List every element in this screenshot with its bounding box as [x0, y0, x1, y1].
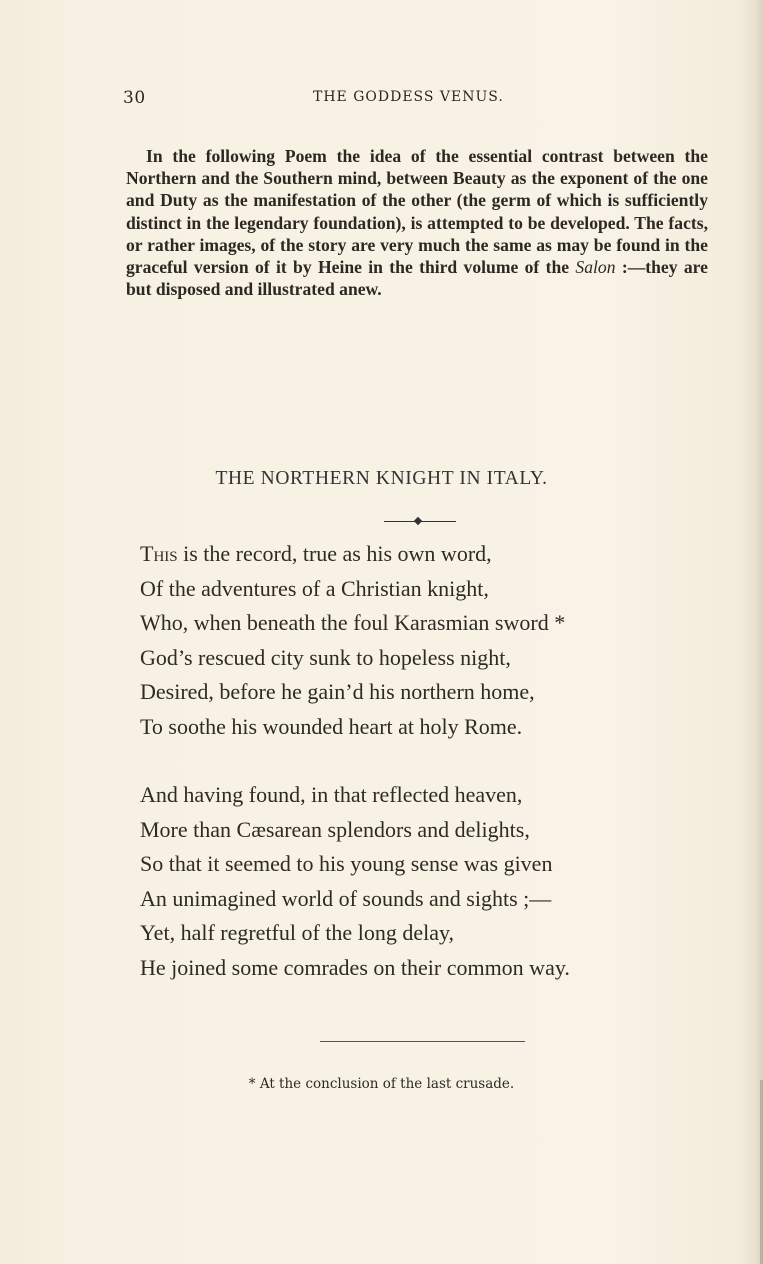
ornament-diamond-icon — [414, 517, 422, 525]
stanza-1 — [140, 537, 680, 745]
poem-line: Of the adventures of a Christian knight, — [140, 575, 489, 601]
poem-line: And having found, in that reflected heaven, — [140, 782, 523, 807]
poem-line: Who, when beneath the foul Karasmian sword * — [140, 610, 566, 636]
intro-text-part-2: :—they are but disposed and illustrated anew. — [126, 257, 708, 300]
poem-line: He joined some comrades on their common way. — [140, 954, 570, 980]
poem-line: To soothe his wounded heart at holy Rome. — [140, 713, 523, 739]
poem-opening-word: This — [140, 541, 178, 566]
poem-line: God’s rescued city sunk to hopeless night, — [140, 644, 511, 670]
poem-line — [140, 537, 680, 572]
footnote: * At the conclusion of the last crusade. — [248, 1076, 515, 1092]
poem-line: Desired, before he gain’d his northern home, — [140, 679, 535, 705]
stanza-2 — [140, 778, 680, 986]
poem-line: More than Cæsarean splendors and delights, — [140, 816, 530, 842]
running-head-title: THE GODDESS VENUS. — [313, 89, 504, 105]
intro-text — [126, 145, 708, 300]
salon-italic: Salon — [575, 257, 616, 278]
running-head — [123, 88, 543, 110]
intro-paragraph — [126, 145, 708, 300]
intro-text-part-1: In the following Poem the idea of the essential contrast between the Northern and the Southern mind, between Beauty as the exponent of the one and Duty as the manifestation of the other (the germ of which is sufficiently distinct in the legendary foundation), is attempted to be developed. The facts, or rather images, of the story are very much the same as may be found in the graceful version of it by Heine in the third volume of the — [126, 146, 708, 278]
poem-line: An unimagined world of sounds and sights ;— — [140, 885, 552, 911]
poem-line-text: is the record, true as his own word, — [177, 541, 492, 566]
poem-title: THE NORTHERN KNIGHT IN ITALY. — [215, 468, 548, 489]
ornament-divider — [384, 519, 456, 525]
poem-line: So that it seemed to his young sense was given — [140, 851, 553, 877]
poem-line: Yet, half regretful of the long delay, — [140, 920, 455, 946]
page-number: 30 — [123, 88, 146, 108]
footnote-rule — [320, 1041, 525, 1042]
